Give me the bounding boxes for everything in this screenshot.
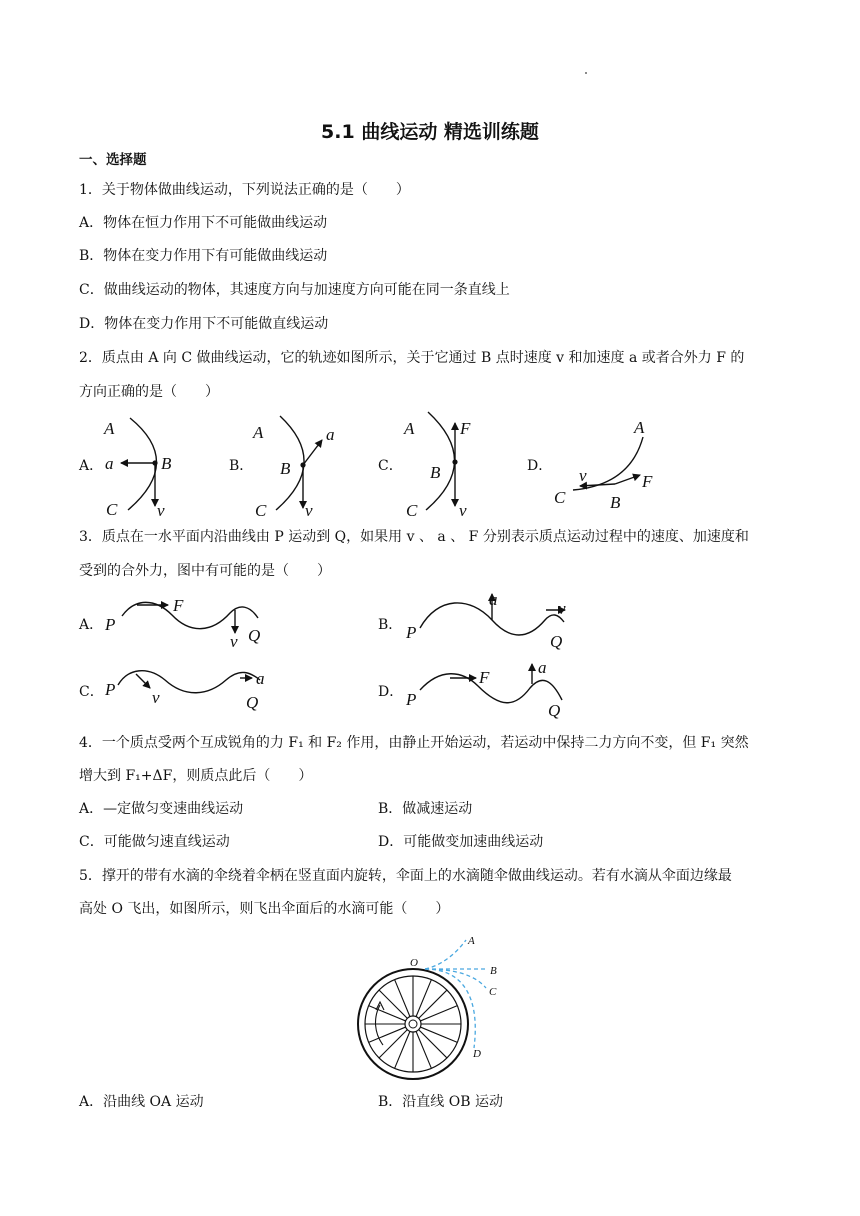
svg-text:F: F: [173, 596, 184, 615]
svg-text:F: F: [642, 472, 653, 491]
svg-text:P: P: [406, 623, 417, 642]
umbrella-spoke: [420, 1006, 457, 1021]
q5-option-b: B．沿直线 OB 运动: [378, 1094, 503, 1110]
svg-text:C: C: [255, 501, 267, 520]
svg-text:B: B: [430, 463, 441, 482]
svg-text:v: v: [305, 501, 313, 520]
svg-text:F: F: [460, 419, 471, 438]
trajectories: [425, 940, 486, 1048]
svg-text:Q: Q: [248, 626, 261, 645]
umbrella-spoke: [420, 1027, 457, 1042]
svg-text:v: v: [558, 599, 566, 618]
svg-text:A: A: [404, 419, 415, 438]
svg-text:B: B: [490, 965, 497, 977]
umbrella-spoke: [379, 990, 407, 1018]
svg-text:A: A: [468, 935, 475, 947]
q4-option-c: C．可能做匀速直线运动: [79, 834, 230, 850]
q3-label-b: B．: [378, 617, 403, 633]
svg-text:B: B: [610, 493, 621, 512]
svg-text:C: C: [489, 986, 497, 998]
q2-label-a: A．: [79, 458, 104, 474]
svg-text:C: C: [106, 500, 118, 519]
q3-label-a: A．: [79, 617, 104, 633]
svg-text:v: v: [157, 501, 165, 520]
q3-label-d: D．: [378, 684, 404, 700]
svg-text:A: A: [634, 418, 645, 437]
q4-option-d: D．可能做变加速曲线运动: [378, 834, 544, 850]
q5-stem-line2: 高处 O 飞出，如图所示，则飞出伞面后的水滴可能（ ）: [79, 901, 450, 917]
svg-text:v: v: [459, 501, 467, 520]
svg-text:A: A: [104, 419, 115, 438]
q4-stem-line2: 增大到 F₁+ΔF，则质点此后（ ）: [79, 768, 313, 784]
q2-label-b: B．: [229, 458, 254, 474]
svg-text:A: A: [253, 423, 264, 442]
svg-text:a: a: [326, 425, 335, 444]
q3-stem-line2: 受到的合外力，图中有可能的是（ ）: [79, 563, 331, 579]
svg-text:v: v: [152, 688, 160, 707]
svg-text:C: C: [406, 501, 418, 520]
svg-text:P: P: [105, 615, 116, 634]
q2-stem-line1: 2．质点由 A 向 C 做曲线运动，它的轨迹如图所示，关于它通过 B 点时速度 v 和加速度 a 或者合外力 F 的: [79, 350, 745, 366]
svg-text:Q: Q: [246, 693, 259, 712]
q1-option-c: C．做曲线运动的物体，其速度方向与加速度方向可能在同一条直线上: [79, 282, 510, 298]
page-title: 5.1 曲线运动 精选训练题: [321, 121, 539, 143]
umbrella-spoke: [369, 1006, 406, 1021]
umbrella-spoke: [379, 1030, 407, 1058]
umbrella-spoke: [419, 990, 447, 1018]
svg-text:Q: Q: [548, 701, 561, 720]
umbrella-spoke: [395, 980, 410, 1017]
section-heading: 一、选择题: [79, 152, 147, 168]
svg-text:P: P: [406, 690, 417, 709]
svg-text:D: D: [473, 1048, 481, 1060]
q2-stem-line2: 方向正确的是（ ）: [79, 384, 219, 400]
svg-text:P: P: [105, 680, 116, 699]
svg-text:a: a: [489, 590, 498, 609]
svg-text:v: v: [579, 466, 587, 485]
q1-stem: 1．关于物体做曲线运动，下列说法正确的是（ ）: [79, 182, 410, 198]
q1-option-d: D．物体在变力作用下不可能做直线运动: [79, 316, 329, 332]
q5-option-a: A．沿曲线 OA 运动: [79, 1094, 204, 1110]
svg-text:O: O: [410, 957, 418, 969]
umbrella-spoke: [419, 1030, 447, 1058]
q4-stem-line1: 4．一个质点受两个互成锐角的力 F₁ 和 F₂ 作用，由静止开始运动，若运动中保持二力方向不变，但 F₁ 突然: [79, 735, 749, 751]
umbrella-wheel: [358, 969, 468, 1079]
q3-label-c: C．: [79, 684, 104, 700]
umbrella-spoke: [369, 1027, 406, 1042]
q4-option-a: A．—定做匀变速曲线运动: [79, 801, 244, 817]
q1-option-a: A．物体在恒力作用下不可能做曲线运动: [79, 215, 328, 231]
umbrella-spoke: [416, 980, 431, 1017]
q3-stem-line1: 3．质点在一水平面内沿曲线由 P 运动到 Q，如果用 v 、 a 、 F 分别表示质点运动过程中的速度、加速度和: [79, 529, 749, 545]
svg-text:a: a: [256, 669, 265, 688]
q2-label-d: D．: [527, 458, 553, 474]
svg-text:a: a: [538, 658, 547, 677]
q2-label-c: C．: [378, 458, 403, 474]
umbrella-spoke: [416, 1031, 431, 1068]
svg-text:v: v: [230, 632, 238, 651]
umbrella-spoke: [395, 1031, 410, 1068]
svg-text:Q: Q: [550, 632, 563, 651]
svg-text:B: B: [280, 459, 291, 478]
q5-stem-line1: 5．撑开的带有水滴的伞绕着伞柄在竖直面内旋转，伞面上的水滴随伞做曲线运动。若有水滴从伞面边缘最: [79, 868, 732, 884]
svg-text:C: C: [554, 488, 566, 507]
svg-text:F: F: [479, 668, 490, 687]
q1-option-b: B．物体在变力作用下有可能做曲线运动: [79, 248, 328, 264]
q4-option-b: B．做减速运动: [378, 801, 473, 817]
svg-text:a: a: [105, 454, 114, 473]
svg-text:B: B: [161, 454, 172, 473]
